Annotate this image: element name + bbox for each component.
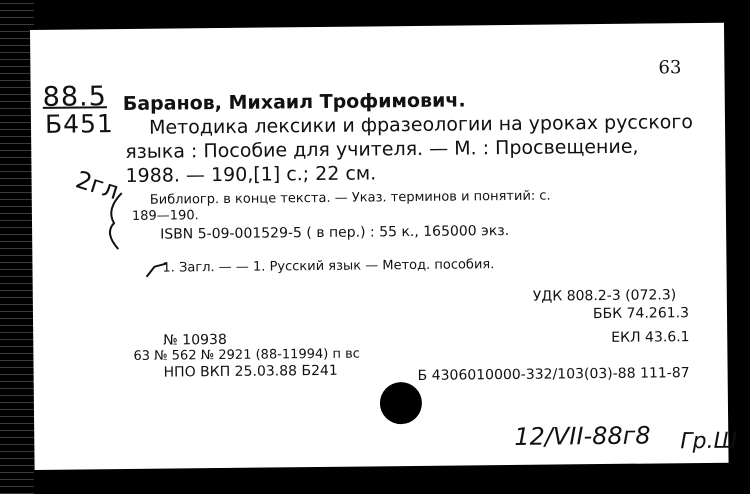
order-line: 63 № 562 № 2921 (88-11994) п вс <box>133 346 360 364</box>
punch-hole <box>380 382 422 424</box>
udk-code: УДК 808.2-3 (072.3) <box>532 287 677 305</box>
ekl-code: ЕКЛ 43.6.1 <box>611 329 690 346</box>
author-heading: Баранов, Михаил Трофимович. <box>122 89 466 116</box>
b-code: Б 4306010000-332/103(03)-88 111-87 <box>417 365 690 384</box>
handwritten-mark: 2гл <box>72 165 123 206</box>
scan-edge <box>0 0 34 494</box>
handwritten-bracket <box>100 189 127 253</box>
shelf-index-author-mark: Б451 <box>44 109 115 139</box>
title-line-1: Методика лексики и фразеологии на уроках русского <box>148 111 694 139</box>
title-line-3: 1988. — 190,[1] с.; 22 см. <box>125 162 377 188</box>
notes-line-1: Библиогр. в конце текста. — Указ. терминов и понятий: с. <box>149 188 551 208</box>
notes-line-2: 189—190. <box>131 208 199 224</box>
catalog-card <box>30 23 738 470</box>
handwritten-group: Гр.Ш <box>680 428 738 455</box>
shelf-index-primary: 88.5 <box>42 81 107 113</box>
page-number: 63 <box>658 57 682 79</box>
handwritten-date: 12/VII-88г8 <box>514 421 651 451</box>
isbn-line: ISBN 5-09-001529-5 ( в пер.) : 55 к., 165000 экз. <box>160 222 510 243</box>
npo-line: НПО ВКП 25.03.88 Б241 <box>163 362 338 381</box>
subject-headings: 1. Загл. — — 1. Русский язык — Метод. пособия. <box>162 257 495 276</box>
title-line-2: языка : Пособие для учителя. — М. : Просвещение, <box>125 135 639 164</box>
bbk-code: ББК 74.261.3 <box>592 305 690 323</box>
inventory-number: № 10938 <box>163 331 227 349</box>
